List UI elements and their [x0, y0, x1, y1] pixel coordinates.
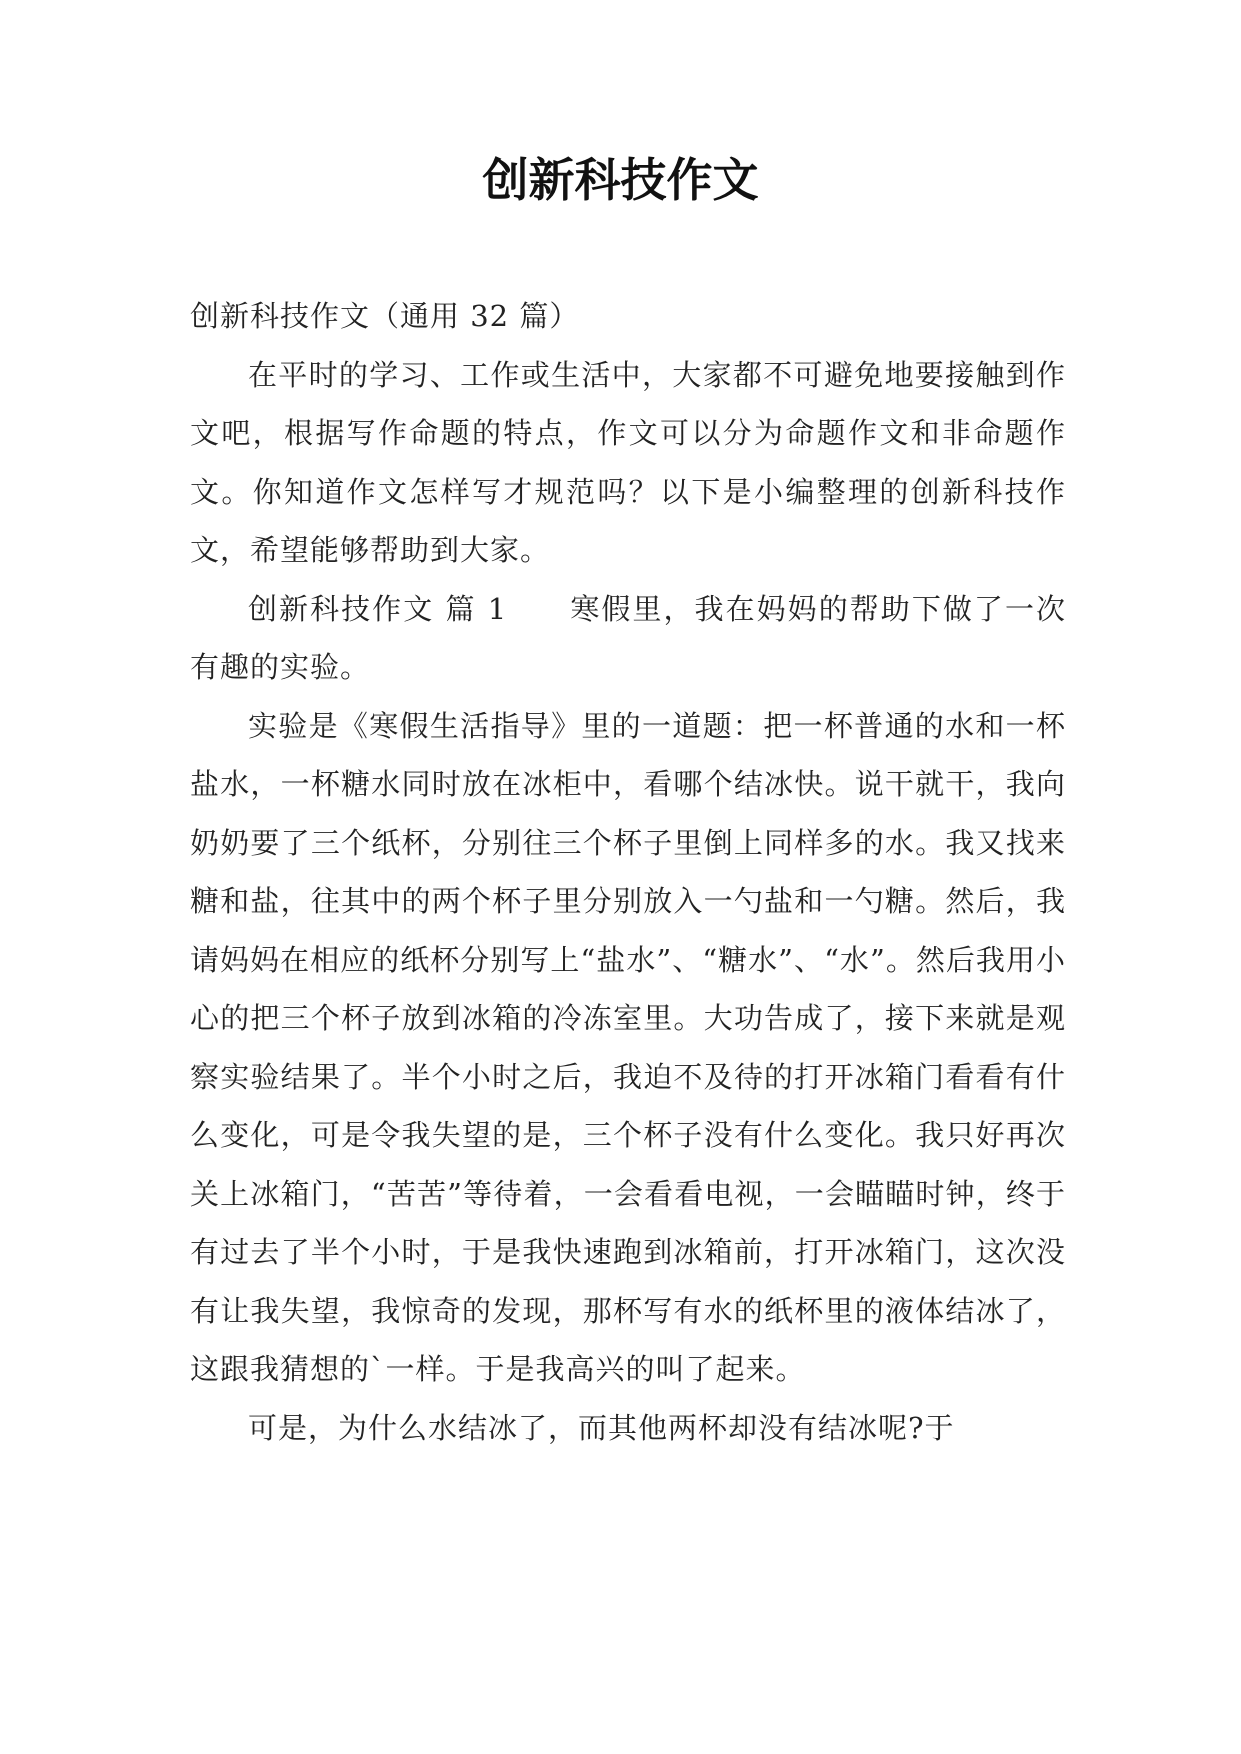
paragraph-essay-1-opening: 创新科技作文 篇 1 寒假里，我在妈妈的帮助下做了一次有趣的实验。: [190, 591, 1066, 684]
document-body: [190, 287, 1066, 1457]
paragraph-question: 可是，为什么水结冰了，而其他两杯却没有结冰呢?于: [248, 1410, 955, 1445]
document-subtitle: 创新科技作文（通用 32 篇）: [190, 299, 580, 333]
paragraph-experiment: 实验是《寒假生活指导》里的一道题：把一杯普通的水和一杯盐水，一杯糖水同时放在冰柜中，看哪个结冰快。说干就干，我向奶奶要了三个纸杯，分别往三个杯子里倒上同样多的水。我又找来糖和盐，往其中的两个杯子里分别放入一勺盐和一勺糖。然后，我请妈妈在相应的纸杯分别写上“盐水”、“糖水”、“水”。然后我用小心的把三个杯子放到冰箱的冷冻室里。大功告成了，接下来就是观察实验结果了。半个小时之后，我迫不及待的打开冰箱门看看有什么变化，可是令我失望的是，三个杯子没有什么变化。我只好再次关上冰箱门，“苦苦”等待着，一会看看电视，一会瞄瞄时钟，终于有过去了半个小时，于是我快速跑到冰箱前，打开冰箱门，这次没有让我失望，我惊奇的发现，那杯写有水的纸杯里的液体结冰了，这跟我猜想的`一样。于是我高兴的叫了起来。: [190, 708, 1066, 1386]
document-title: 创新科技作文: [482, 153, 759, 207]
paragraph-intro: 在平时的学习、工作或生活中，大家都不可避免地要接触到作文吧，根据写作命题的特点，作文可以分为命题作文和非命题作文。你知道作文怎样写才规范吗？以下是小编整理的创新科技作文，希望能够帮助到大家。: [190, 357, 1066, 567]
